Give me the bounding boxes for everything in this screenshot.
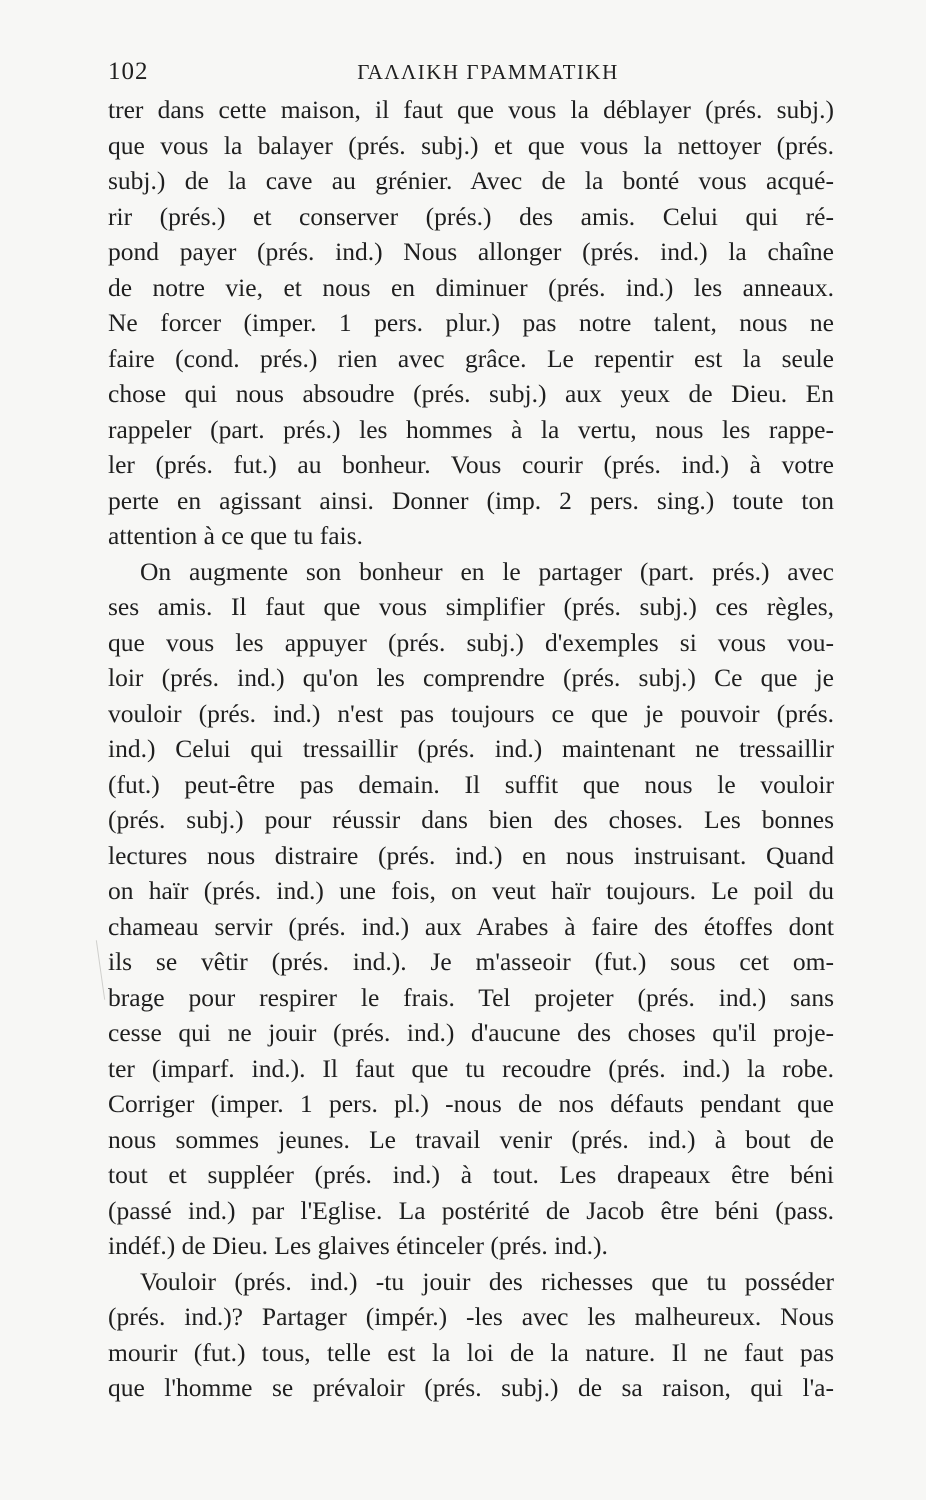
text-line: vouloir (prés. ind.) n'est pas toujours ce que je pouvoir (prés. xyxy=(108,698,834,728)
text-line: loir (prés. ind.) qu'on les comprendre (prés. subj.) Ce que je xyxy=(108,663,834,692)
running-title: ΓΑΛΛΙΚΗ ΓΡΑΜΜΑΤΙΚΗ xyxy=(357,60,619,84)
text-line: ter (imparf. ind.). Il faut que tu recoudre (prés. ind.) la robe. xyxy=(108,1053,834,1083)
text-line: ind.) Celui qui tressaillir (prés. ind.) maintenant ne tressaillir xyxy=(108,734,834,763)
text-line: Corriger (imper. 1 pers. pl.) -nous de nos défauts pendant que xyxy=(108,1089,834,1118)
text-line: ils se vêtir (prés. ind.). Je m'asseoir (fut.) sous cet om- xyxy=(108,947,834,976)
text-line: mourir (fut.) tous, telle est la loi de la nature. Il ne faut pas xyxy=(108,1337,834,1367)
paragraph-start-line: On augmente son bonheur en le partager (part. prés.) avec xyxy=(140,556,834,586)
text-line: nous sommes jeunes. Le travail venir (prés. ind.) à bout de xyxy=(108,1124,834,1154)
text-line: rappeler (part. prés.) les hommes à la vertu, nous les rappe- xyxy=(108,414,834,444)
page-number: 102 xyxy=(108,58,149,85)
text-line: Ne forcer (imper. 1 pers. plur.) pas notre talent, nous ne xyxy=(108,308,834,337)
text-line: que vous les appuyer (prés. subj.) d'exemples si vous vou- xyxy=(108,627,834,657)
text-line: trer dans cette maison, il faut que vous la déblayer (prés. subj.) xyxy=(108,95,834,124)
text-line: subj.) de la cave au grénier. Avec de la bonté vous acqué- xyxy=(108,166,834,195)
text-line: ler (prés. fut.) au bonheur. Vous courir (prés. ind.) à votre xyxy=(108,450,834,479)
text-line: lectures nous distraire (prés. ind.) en nous instruisant. Quand xyxy=(108,840,834,870)
paragraph-end-line: indéf.) de Dieu. Les glaives étinceler (prés. ind.). xyxy=(108,1231,608,1260)
text-line: chameau servir (prés. ind.) aux Arabes à faire des étoffes dont xyxy=(108,911,834,941)
text-line: rir (prés.) et conserver (prés.) des amis. Celui qui ré- xyxy=(108,201,834,231)
text-line: ses amis. Il faut que vous simplifier (prés. subj.) ces règles, xyxy=(108,592,834,621)
text-line: que vous la balayer (prés. subj.) et que vous la nettoyer (prés. xyxy=(108,130,834,160)
text-line: brage pour respirer le frais. Tel projeter (prés. ind.) sans xyxy=(108,982,834,1012)
text-line: pond payer (prés. ind.) Nous allonger (prés. ind.) la chaîne xyxy=(108,237,834,266)
text-line: (prés. subj.) pour réussir dans bien des choses. Les bonnes xyxy=(108,805,834,834)
paragraph-start-line: Vouloir (prés. ind.) -tu jouir des richesses que tu posséder xyxy=(140,1266,834,1296)
text-line: perte en agissant ainsi. Donner (imp. 2 pers. sing.) toute ton xyxy=(108,485,834,515)
paragraph-end-line: attention à ce que tu fais. xyxy=(108,521,363,550)
page-body xyxy=(108,92,834,1406)
text-line: de notre vie, et nous en diminuer (prés. ind.) les anneaux. xyxy=(108,272,834,302)
text-line: faire (cond. prés.) rien avec grâce. Le repentir est la seule xyxy=(108,343,834,373)
text-line: cesse qui ne jouir (prés. ind.) d'aucune des choses qu'il proje- xyxy=(108,1018,834,1047)
text-line: que l'homme se prévaloir (prés. subj.) de sa raison, qui l'a- xyxy=(108,1373,834,1402)
margin-mark xyxy=(96,940,105,1000)
text-line: tout et suppléer (prés. ind.) à tout. Les drapeaux être béni xyxy=(108,1160,834,1189)
text-line: (passé ind.) par l'Eglise. La postérité de Jacob être béni (pass. xyxy=(108,1195,834,1225)
text-line: on haïr (prés. ind.) une fois, on veut haïr toujours. Le poil du xyxy=(108,876,834,905)
text-line: chose qui nous absoudre (prés. subj.) aux yeux de Dieu. En xyxy=(108,379,834,408)
page-header xyxy=(108,58,838,90)
text-line: (prés. ind.)? Partager (impér.) -les avec les malheureux. Nous xyxy=(108,1302,834,1331)
text-line: (fut.) peut-être pas demain. Il suffit que nous le vouloir xyxy=(108,769,834,799)
